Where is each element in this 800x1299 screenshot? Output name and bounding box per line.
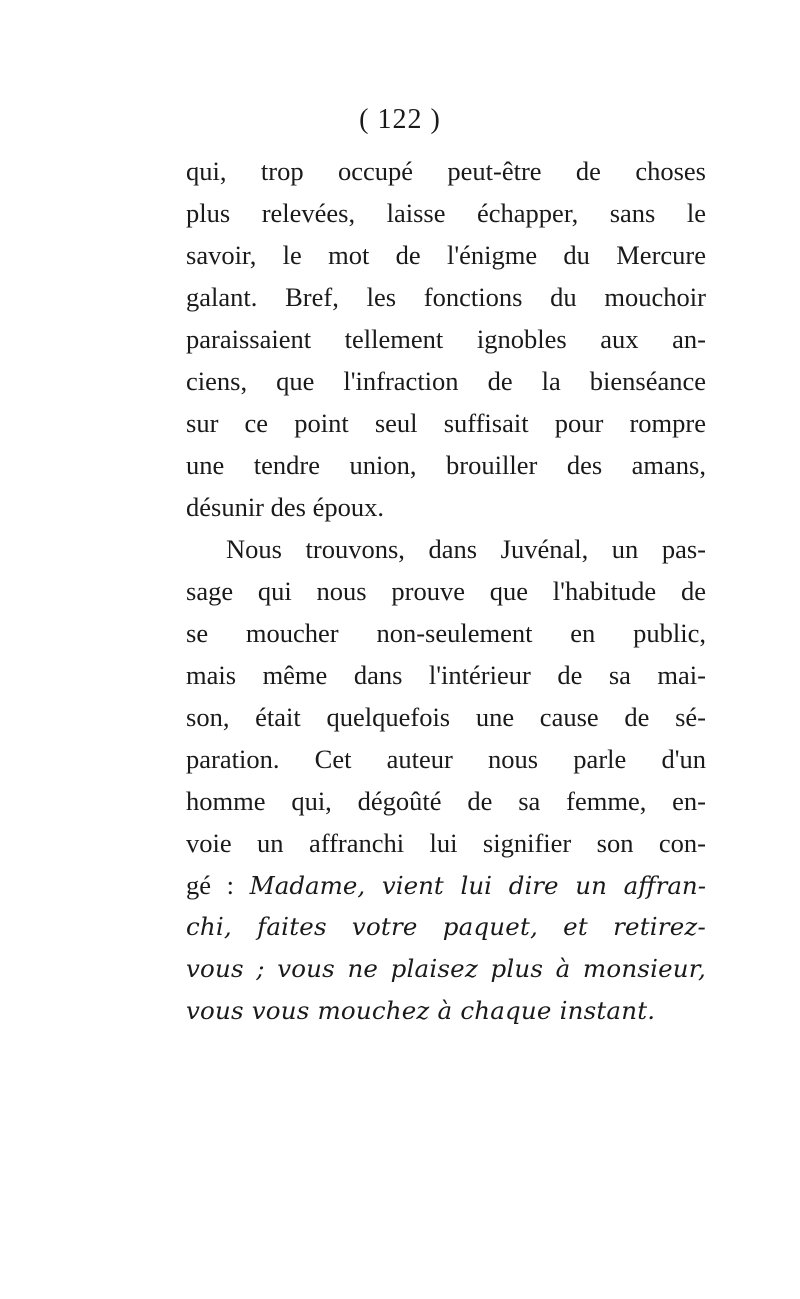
text-line: sur ce point seul suffisait pour rompre	[186, 408, 706, 438]
text-line: une tendre union, brouiller des amans,	[186, 450, 706, 480]
text-line-italic: chi, faites votre paquet, et retirez-	[186, 912, 706, 941]
page-number: ( 122 )	[359, 104, 441, 135]
text-line: son, était quelquefois une cause de sé-	[186, 702, 706, 732]
text-line: paraissaient tellement ignobles aux an-	[186, 324, 706, 354]
text-line: sage qui nous prouve que l'habitude de	[186, 576, 706, 606]
text-line: plus relevées, laisse échapper, sans le	[186, 198, 706, 228]
text-line-mixed	[186, 864, 706, 906]
text-line: savoir, le mot de l'énigme du Mercure	[186, 240, 706, 270]
text-line: mais même dans l'intérieur de sa mai-	[186, 660, 706, 690]
text-line: qui, trop occupé peut-être de choses	[186, 156, 706, 186]
text-roman-segment: gé :	[186, 870, 250, 900]
text-line: homme qui, dégoûté de sa femme, en-	[186, 786, 706, 816]
text-line: désunir des époux.	[186, 492, 384, 522]
text-line: ciens, que l'infraction de la bienséance	[186, 366, 706, 396]
text-line: paration. Cet auteur nous parle d'un	[186, 744, 706, 774]
text-line: galant. Bref, les fonctions du mouchoir	[186, 282, 706, 312]
text-line-italic: vous vous mouchez à chaque instant.	[186, 996, 656, 1025]
text-line: voie un affranchi lui signifier son con-	[186, 828, 706, 858]
text-line: se moucher non-seulement en public,	[186, 618, 706, 648]
text-italic-segment: Madame, vient lui dire un affran-	[249, 871, 706, 900]
text-line: Nous trouvons, dans Juvénal, un pas-	[226, 534, 706, 564]
body-text	[186, 150, 706, 1032]
text-line-italic: vous ; vous ne plaisez plus à monsieur,	[186, 954, 706, 983]
